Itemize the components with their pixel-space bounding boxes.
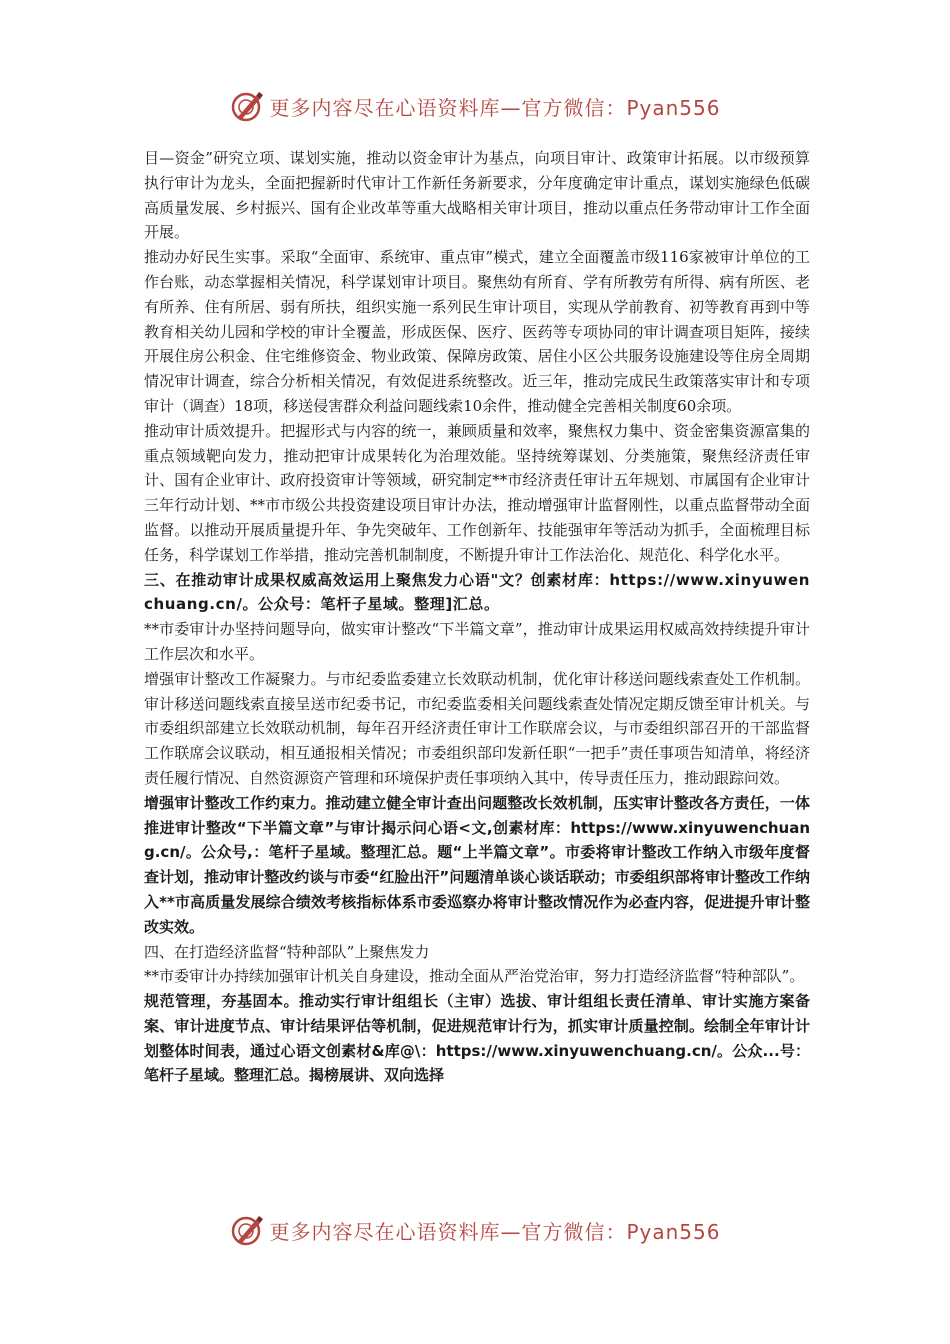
pen-logo-icon [229, 88, 265, 124]
banner-text: 更多内容尽在心语资料库—官方微信：Pyan556 [269, 95, 721, 120]
paragraph-1: 目—资金”研究立项、谋划实施，推动以资金审计为基点，向项目审计、政策审计拓展。以市级预算执行审计为龙头，全面把握新时代审计工作新任务新要求，分年度确定审计重点，谋划实施绿色低碳高质量发展、乡村振兴、国有企业改革等重大战略相关审计项目，推动以重点任务带动审计工作全面开展。 [144, 149, 810, 242]
pen-logo-icon [229, 1212, 265, 1248]
paragraph-9: **市委审计办持续加强审计机关自身建设，推动全面从严治党治审，努力打造经济监督“特种部队”。 [144, 967, 805, 986]
paragraph-10: 规范管理，夯基固本。推动实行审计组组长（主审）选拔、审计组组长责任清单、审计实施方案备案、审计进度节点、审计结果评估等机制，促进规范审计行为，抓实审计质量控制。绘制全年审计计划整体时间表，通过心语文创素材&库@\：https://www.xinyuwenchuang.cn/。公众...号：笔杆子星域。整理汇总。揭榜展讲、双向选择 [144, 992, 810, 1085]
section-heading-3: 三、在推动审计成果权威高效运用上聚焦发力心语"文？创素材库：https://www.xinyuwenchuang.cn/。公众号：笔杆子星域。整理]汇总。 [144, 570, 810, 614]
paragraph-3: 推动审计质效提升。把握形式与内容的统一，兼顾质量和效率，聚焦权力集中、资金密集资源富集的重点领域靶向发力，推动把审计成果转化为治理效能。坚持统筹谋划、分类施策，聚焦经济责任审计、国有企业审计、政府投资审计等领域，研究制定**市经济责任审计五年规划、市属国有企业审计三年行动计划、**市市级公共投资建设项目审计办法，推动增强审计监督刚性，以重点监督带动全面监督。以推动开展质量提升年、争先突破年、工作创新年、技能强审年等活动为抓手，全面梳理目标任务，科学谋划工作举措，推动完善机制制度，不断提升审计工作法治化、规范化、科学化水平。 [144, 421, 810, 564]
banner-text: 更多内容尽在心语资料库—官方微信：Pyan556 [269, 1219, 721, 1244]
header-banner [0, 84, 950, 128]
section-heading-4: 四、在打造经济监督“特种部队”上聚焦发力 [144, 942, 430, 961]
footer-banner [0, 1208, 950, 1252]
paragraph-7: 增强审计整改工作约束力。推动建立健全审计查出问题整改长效机制，压实审计整改各方责任，一体推进审计整改“下半篇文章”与审计揭示问心语<文,创素材库：https://www.xinyuwenchuang.cn/。公众号,：笔杆子星域。整理汇总。题“上半篇文章”。市委将审计整改工作纳入市级年度督查计划，推动审计整改约谈与市委“红脸出汗”问题清单谈心谈话联动；市委组织部将审计整改工作纳入**市高质量发展综合绩效考核指标体系市委巡察办将审计整改情况作为必查内容，促进提升审计整改实效。 [144, 793, 810, 936]
paragraph-5: **市委审计办坚持问题导向，做实审计整改“下半篇文章”，推动审计成果运用权威高效持续提升审计工作层次和水平。 [144, 620, 810, 663]
paragraph-6: 增强审计整改工作凝聚力。与市纪委监委建立长效联动机制，优化审计移送问题线索查处工作机制。审计移送问题线索直接呈送市纪委书记，市纪委监委相关问题线索查处情况定期反馈至审计机关。与市委组织部建立长效联动机制，每年召开经济责任审计工作联席会议，与市委组织部召开的干部监督工作联席会议联动，相互通报相关情况；市委组织部印发新任职“一把手”责任事项告知清单，将经济责任履行情况、自然资源资产管理和环境保护责任事项纳入其中，传导责任压力，推动跟踪问效。 [144, 669, 810, 787]
paragraph-2: 推动办好民生实事。采取“全面审、系统审、重点审”模式，建立全面覆盖市级116家被审计单位的工作台账，动态掌握相关情况，科学谋划审计项目。聚焦幼有所育、学有所教劳有所得、病有所医、老有所养、住有所居、弱有所扶，组织实施一系列民生审计项目，实现从学前教育、初等教育再到中等教育相关幼儿园和学校的审计全覆盖，形成医保、医疗、医药等专项协同的审计调查项目矩阵，接续开展住房公积金、住宅维修资金、物业政策、保障房政策、居住小区公共服务设施建设等住房全周期情况审计调查，综合分析相关情况，有效促进系统整改。近三年，推动完成民生政策落实审计和专项审计（调查）18项，移送侵害群众利益问题线索10余件，推动健全完善相关制度60余项。 [144, 248, 810, 415]
document-body [144, 146, 810, 1088]
